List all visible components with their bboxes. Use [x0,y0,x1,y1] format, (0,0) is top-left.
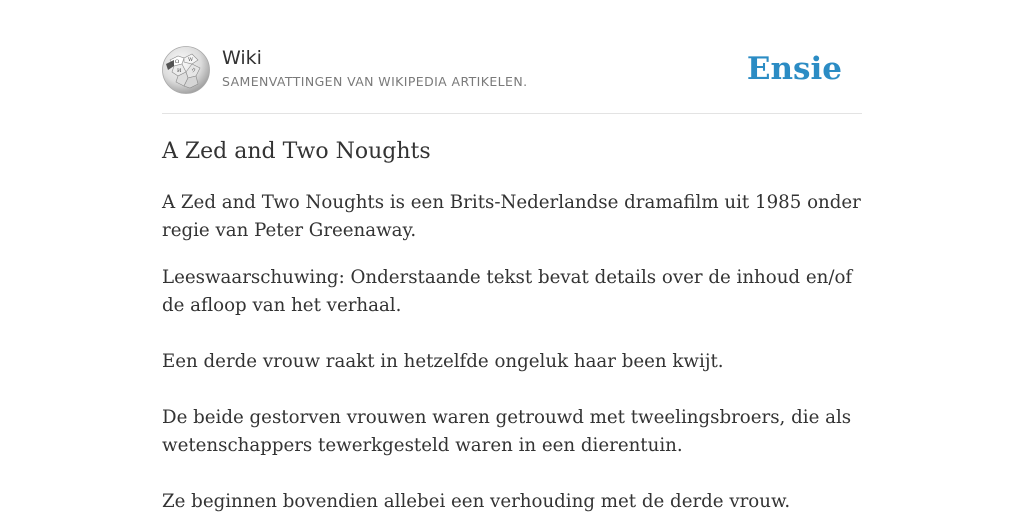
article-title: A Zed and Two Noughts [162,139,431,164]
svg-text:Ω: Ω [175,59,180,65]
site-header [162,46,862,96]
site-title[interactable]: Wiki [222,47,262,69]
wikipedia-globe-icon[interactable] [162,46,210,94]
spoiler-warning: Leeswaarschuwing: Onderstaande tekst bevat details over de inhoud en/of de afloop van het verhaal. [162,267,853,316]
article-paragraph: A Zed and Two Noughts is een Brits-Nederlandse dramafilm uit 1985 onder regie van Peter Greenaway. [162,192,861,241]
article-paragraph: Een derde vrouw raakt in hetzelfde ongeluk haar been kwijt. [162,351,724,372]
svg-text:ウ: ウ [191,68,197,74]
article-paragraph: Ze beginnen bovendien allebei een verhouding met de derde vrouw. [162,491,791,512]
svg-text:W: W [188,57,194,63]
article-paragraph: De beide gestorven vrouwen waren getrouwd met tweelingsbroers, die als wetenschappers tewerkgesteld waren in een dierentuin. [162,407,852,456]
article-body [162,189,862,512]
header-divider [162,113,862,114]
svg-text:И: И [177,68,182,74]
site-subtitle: SAMENVATTINGEN VAN WIKIPEDIA ARTIKELEN. [222,74,528,89]
brand-logo[interactable]: Ensie [746,51,842,87]
